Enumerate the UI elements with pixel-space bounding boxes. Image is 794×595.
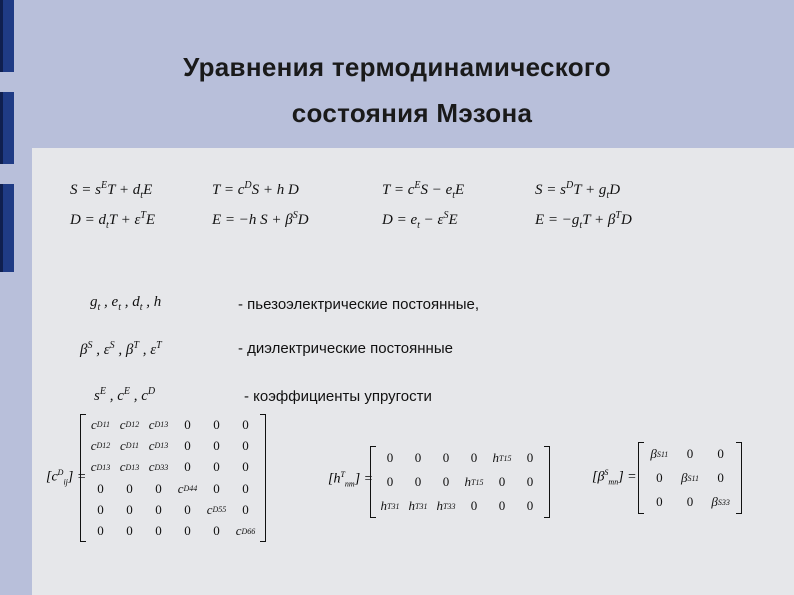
matrix-cell: 0 [526,474,534,489]
matrix-cell: 0 [126,480,133,496]
equation-2-row2: E = −h $S + \beta^SD$ [212,210,309,228]
matrix-cell: β S 33 [711,494,730,509]
matrix-cell: 0 [242,480,249,496]
equation-1-row1: $S = s^ET + d_tE$ [70,180,153,201]
matrix-cell: c D 13 [148,437,169,453]
matrix-cell: c D 66 [235,523,256,539]
matrix-cell: c D 44 [177,480,198,496]
matrix-cell: 0 [213,416,220,432]
matrix-cell: h T 31 [408,498,428,513]
matrix-cell: c D 11 [120,437,139,453]
matrix-cell: h T 15 [492,450,512,465]
definition-1-symbols: $g_t$ , $e_t$ , $d_t$ , h [90,294,162,313]
matrix-cell: c D 12 [119,416,140,432]
equation-4-row1: $S = s^DT + g_tD$ [535,180,621,201]
matrix-cell: 0 [184,459,191,475]
matrix-cell: 0 [498,474,506,489]
matrix-cell: c D 13 [90,459,111,475]
matrix-cell: 0 [155,501,162,517]
matrix-cell: 0 [97,501,104,517]
matrix-c [80,414,266,542]
matrix-cell: 0 [184,416,191,432]
matrix-cell: β S 11 [650,446,669,461]
matrix-cell: c D 13 [119,459,140,475]
equation-2-row1: $T = c^DS + h$ D [212,180,299,198]
matrix-beta-grid [644,442,736,514]
matrix-cell: 0 [126,523,133,539]
matrix-cell: 0 [717,446,724,461]
matrix-cell: 0 [686,494,694,509]
matrix-cell: 0 [97,480,104,496]
matrix-cell: c D 11 [91,416,110,432]
slide-title-line2: состояния Мэзона [291,98,533,128]
matrix-h [370,446,550,518]
matrix-cell: 0 [442,450,450,465]
matrix-cell: 0 [498,498,506,513]
slide-title-line1: Уравнения термодинамического [183,52,611,82]
equation-3-row2: $D = e_t - \varepsilon^SE$ [382,210,458,231]
slide-content [32,148,794,595]
matrix-h-grid [376,446,544,518]
equation-4-row2: $E = -g_tT + \beta^TD$ [535,210,632,231]
matrix-beta-label: $[\beta^S_{mn}]$ = [592,468,637,487]
definition-2-symbols: $\beta^S$ , $\varepsilon^S$ , $\beta^T$ , $\varepsilon^T$ [80,340,162,358]
matrix-cell: 0 [442,474,450,489]
matrix-cell: 0 [242,416,249,432]
definition-3-symbols: $s^E$ , $c^E$ , $c^D$ [94,386,156,404]
matrix-cell: 0 [656,470,663,485]
matrix-cell: 0 [470,498,478,513]
matrix-cell: c D 12 [90,437,111,453]
matrix-cell: c D 13 [148,416,169,432]
equation-1-row2: $D = d_tT + \varepsilon^TE$ [70,210,156,231]
matrix-cell: 0 [155,480,162,496]
matrix-cell: 0 [213,480,220,496]
matrix-cell: 0 [414,474,422,489]
matrix-cell: 0 [155,523,162,539]
matrix-cell: 0 [184,437,191,453]
matrix-cell: 0 [242,437,249,453]
matrix-cell: 0 [184,523,191,539]
matrix-cell: 0 [526,450,534,465]
definition-2-text: - диэлектрические постоянные [238,340,453,357]
matrix-c-grid [86,414,260,542]
matrix-cell: 0 [213,437,220,453]
matrix-cell: 0 [414,450,422,465]
equation-3-row1: $T = c^ES - e_tE$ [382,180,465,201]
definition-3-text: - коэффициенты упругости [244,388,432,405]
definition-1-text: - пьезоэлектрические постоянные, [238,296,480,313]
matrix-cell: h T 31 [380,498,400,513]
matrix-cell: 0 [242,459,249,475]
matrix-beta [638,442,742,514]
matrix-cell: 0 [213,523,220,539]
matrix-cell: 0 [717,470,724,485]
matrix-h-label: $[h^T_{nm}]$ = [328,470,374,489]
matrix-cell: c D 33 [148,459,169,475]
matrix-cell: 0 [656,494,663,509]
matrix-cell: β S 11 [681,470,699,485]
matrix-cell: 0 [184,501,191,517]
matrix-cell: 0 [126,501,133,517]
matrix-cell: h T 15 [464,474,484,489]
matrix-cell: 0 [386,474,394,489]
matrix-cell: 0 [97,523,104,539]
matrix-cell: 0 [213,459,220,475]
matrix-c-label: $[c^D_{ij}]$ = [46,468,87,487]
matrix-cell: 0 [686,446,694,461]
matrix-cell: 0 [242,501,249,517]
matrix-cell: 0 [386,450,394,465]
matrix-cell: 0 [470,450,478,465]
edge-bar-bottom [0,184,14,272]
matrix-cell: c D 55 [206,501,227,517]
matrix-cell: h T 33 [436,498,456,513]
matrix-cell: 0 [526,498,534,513]
